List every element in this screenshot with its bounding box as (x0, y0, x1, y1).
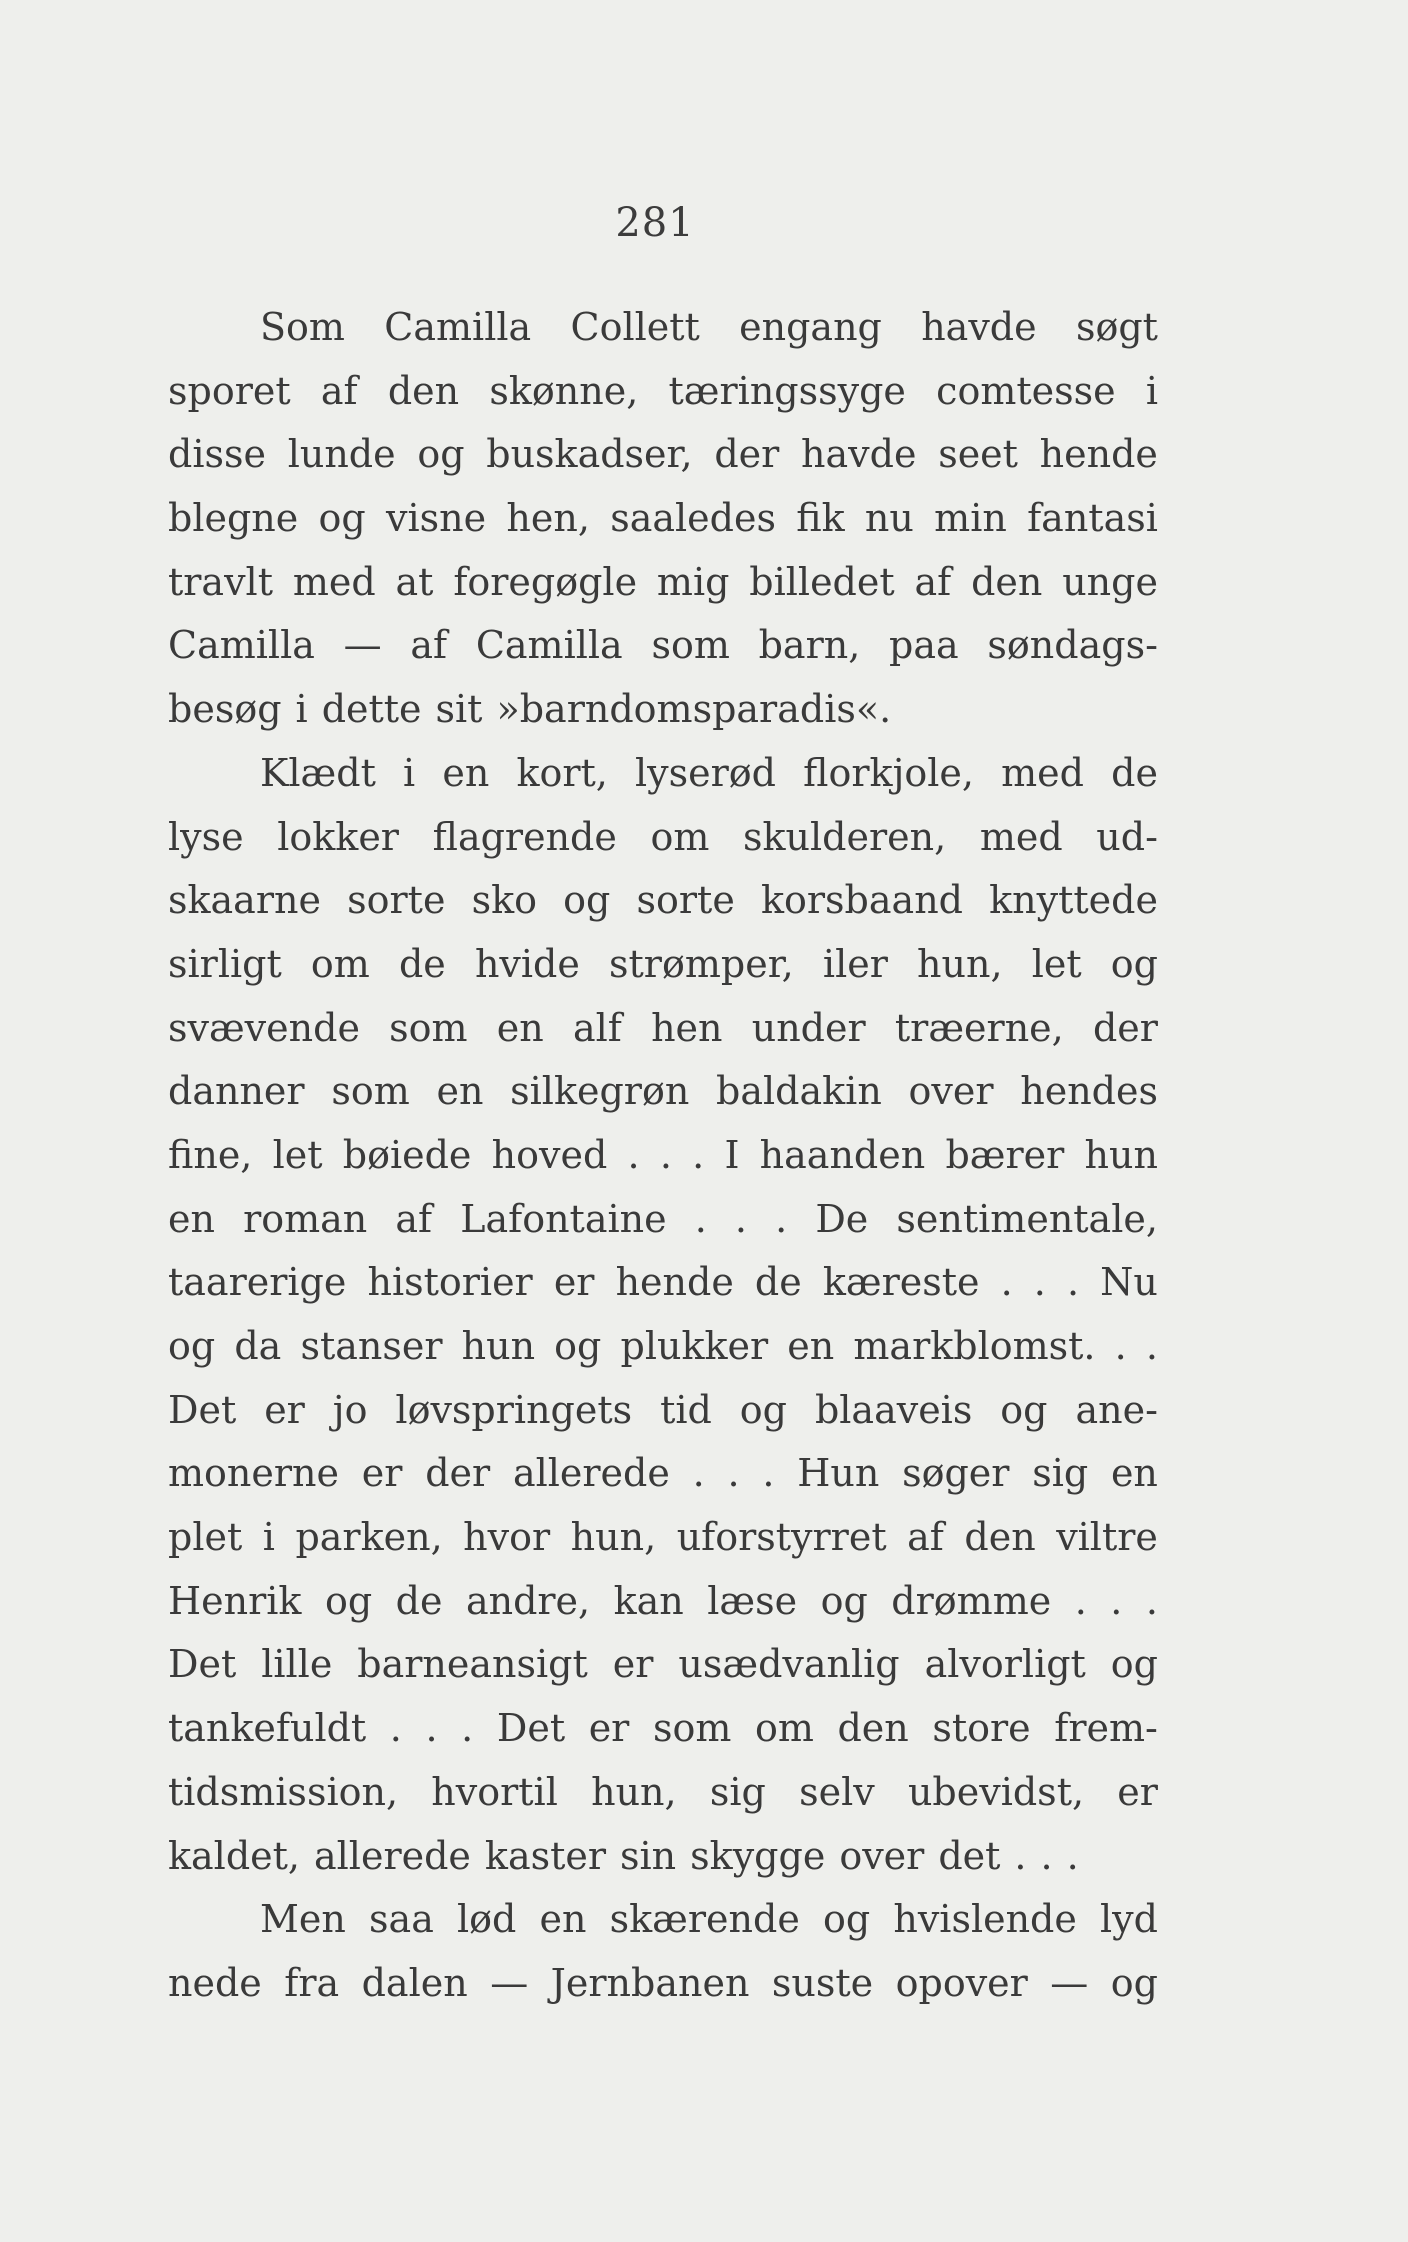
word: . (1033, 1260, 1046, 1305)
word: træerne, (894, 1005, 1064, 1050)
word: drømme (891, 1578, 1052, 1623)
word: tidsmission, (168, 1769, 399, 1814)
word: plet (168, 1515, 243, 1560)
text-line (168, 296, 1158, 360)
word: de (1111, 750, 1158, 795)
word: og (739, 1387, 787, 1432)
word: af (914, 559, 952, 604)
word: allerede (314, 1833, 471, 1878)
word: der (425, 1451, 491, 1496)
word: hendes (1020, 1069, 1158, 1114)
word: ubevidst, (907, 1769, 1085, 1814)
word: læse (707, 1578, 798, 1623)
word: stanser (300, 1324, 443, 1368)
word: er (361, 1451, 403, 1496)
word: over (839, 1833, 925, 1878)
word: strømper, (609, 941, 794, 986)
word: parken, (295, 1515, 443, 1560)
text-line (168, 678, 1158, 742)
text-line (168, 1315, 1158, 1379)
word: de (754, 1260, 802, 1305)
word: en (539, 1897, 587, 1942)
word: fik (796, 496, 845, 541)
word: der (714, 432, 780, 477)
word: hvor (463, 1515, 551, 1560)
word: barn, (758, 623, 861, 668)
word: og (318, 496, 366, 541)
word: en (436, 1069, 484, 1114)
word: fra (284, 1960, 340, 2005)
word: som (651, 623, 730, 668)
word: er (612, 1642, 654, 1687)
word: er (553, 1260, 595, 1305)
word: mig (656, 559, 730, 604)
word: Collett (570, 305, 700, 349)
word: sig (1032, 1451, 1089, 1496)
word: . (1014, 1833, 1027, 1878)
word: som (389, 1005, 468, 1050)
word: . (1000, 1260, 1013, 1305)
word: . (692, 1132, 705, 1177)
word: sorte (636, 878, 735, 923)
text-line (168, 1124, 1158, 1188)
word: som (652, 1706, 732, 1751)
word: lyse (168, 814, 244, 859)
word: Jernbanen (550, 1960, 750, 2005)
word: Camilla (475, 623, 623, 668)
word: . (692, 1451, 705, 1496)
text-line (168, 1442, 1158, 1506)
word: selv (799, 1769, 875, 1814)
word: engang (739, 305, 882, 349)
word: Det (168, 1387, 237, 1432)
word: seet (938, 432, 1018, 477)
word: billedet (749, 559, 895, 604)
word: fine, (168, 1132, 253, 1177)
word: Camilla (168, 623, 315, 668)
word: i (262, 1515, 275, 1560)
word: — (343, 623, 382, 668)
word: den (971, 559, 1043, 604)
text-line (168, 614, 1158, 678)
word: . (727, 1451, 740, 1496)
word: er (588, 1706, 630, 1751)
word: baldakin (716, 1069, 882, 1114)
word: silkegrøn (510, 1069, 690, 1114)
word: suste (771, 1960, 874, 2005)
word: med (1001, 750, 1084, 795)
word: let (272, 1132, 323, 1177)
word: . (627, 1132, 640, 1177)
word: . (461, 1706, 474, 1751)
word: . (659, 1132, 672, 1177)
word: med (292, 559, 376, 604)
word: sirligt (168, 941, 282, 986)
word: roman (243, 1196, 368, 1241)
text-line (168, 1825, 1158, 1889)
word: en (1110, 1451, 1158, 1496)
word: at (395, 559, 434, 604)
word: hun, (570, 1515, 657, 1560)
text-line (168, 487, 1158, 551)
word: og (820, 1578, 868, 1623)
word: historier (367, 1260, 533, 1305)
word: Det (496, 1706, 566, 1751)
word: Det (168, 1642, 237, 1687)
word: iler (822, 941, 888, 986)
word: om (310, 941, 370, 986)
word: hvortil (431, 1769, 558, 1814)
word: frem- (1054, 1706, 1158, 1751)
word: havde (801, 432, 917, 477)
text-line (168, 1570, 1158, 1634)
word: af (410, 623, 448, 668)
word: hende (615, 1260, 734, 1305)
word: kæreste (822, 1260, 980, 1305)
text-line (168, 1697, 1158, 1761)
word: andre, (465, 1578, 591, 1623)
word: sig (709, 1769, 766, 1814)
word: hun, (591, 1769, 677, 1814)
text-line (168, 806, 1158, 870)
word: — (1050, 1960, 1089, 2005)
word: søndags- (987, 623, 1158, 668)
word: . (734, 1196, 748, 1241)
word: løvspringets (395, 1387, 633, 1432)
word: under (751, 1005, 866, 1050)
word: som (331, 1069, 410, 1114)
word: Lafontaine (460, 1196, 667, 1241)
word: buskadser, (486, 432, 693, 477)
word: saa (369, 1897, 434, 1942)
word: lyserød (635, 750, 777, 795)
word: sporet (168, 368, 291, 413)
word: og (1110, 1960, 1158, 2005)
word: . (425, 1706, 438, 1751)
word: skærende (609, 1897, 800, 1942)
word: skaarne (168, 878, 321, 923)
word: let (1031, 941, 1082, 986)
word: . (1114, 1324, 1127, 1368)
word: De (815, 1196, 869, 1241)
word: en (496, 1005, 544, 1050)
word: jo (332, 1387, 368, 1432)
word: sorte (347, 878, 446, 923)
word: havde (921, 305, 1037, 349)
word: tæringssyge (668, 368, 906, 413)
word: uforstyrret (676, 1515, 887, 1560)
word: bærer (945, 1132, 1065, 1177)
word: den (837, 1706, 909, 1751)
word: knyttede (989, 878, 1158, 923)
word: hun, (917, 941, 1003, 986)
word: blaaveis (814, 1387, 973, 1432)
word: haanden (759, 1132, 926, 1177)
word: skønne, (489, 368, 639, 413)
word: . (1145, 1578, 1158, 1623)
word: søger (902, 1451, 1010, 1496)
text-line (168, 423, 1158, 487)
word: og (1000, 1387, 1048, 1432)
word: alvorligt (924, 1642, 1086, 1687)
text-line (168, 1506, 1158, 1570)
word: . (1110, 1578, 1123, 1623)
word: i (403, 750, 416, 795)
word: — (490, 1960, 529, 2005)
word: og (554, 1324, 602, 1368)
word: tid (660, 1387, 712, 1432)
word: fantasi (1027, 496, 1158, 541)
word: Henrik (168, 1578, 302, 1623)
word: foregøgle (453, 559, 638, 604)
word: travlt (168, 559, 273, 604)
word: monerne (168, 1451, 339, 1496)
word: florkjole, (803, 750, 974, 795)
word: og (417, 432, 465, 477)
word: i (1145, 368, 1158, 413)
word: barneansigt (357, 1642, 588, 1687)
text-line (168, 1060, 1158, 1124)
word: ane- (1075, 1387, 1158, 1432)
text-line (168, 1379, 1158, 1443)
word: hoved (491, 1132, 608, 1177)
text-line (168, 933, 1158, 997)
word: paa (889, 623, 959, 668)
word: flagrende (432, 814, 617, 859)
word: nede (168, 1960, 262, 2005)
word: kaldet, (168, 1833, 300, 1878)
word: og (822, 1897, 871, 1942)
word: lød (457, 1897, 517, 1942)
word: der (1092, 1005, 1158, 1050)
word: kaster (484, 1833, 607, 1878)
word: Hun (797, 1451, 880, 1496)
word: og (1110, 1642, 1158, 1687)
word: . (1074, 1578, 1087, 1623)
word: hen, (506, 496, 590, 541)
word: viltre (1056, 1515, 1158, 1560)
word: . (775, 1196, 788, 1241)
page-number: 281 (615, 200, 695, 246)
word: de (395, 1578, 443, 1623)
word: med (979, 814, 1063, 859)
word: Som (260, 305, 345, 349)
word: visne (386, 496, 487, 541)
body-text (168, 296, 1158, 2016)
word: og (168, 1324, 216, 1368)
word: disse (168, 432, 266, 477)
word: sko (471, 878, 537, 923)
word: hvide (474, 941, 580, 986)
word: ud- (1096, 814, 1158, 859)
word: store (932, 1706, 1031, 1751)
word: lunde (287, 432, 396, 477)
word: det (938, 1833, 1001, 1878)
text-line (168, 1761, 1158, 1825)
word: af (320, 368, 358, 413)
word: unge (1062, 559, 1158, 604)
word: Nu (1100, 1260, 1158, 1305)
word: og (324, 1578, 373, 1623)
word: en (168, 1196, 215, 1241)
word: dalen (361, 1960, 468, 2005)
word: . (389, 1706, 402, 1751)
word: opover (895, 1960, 1028, 2005)
word: min (934, 496, 1007, 541)
word: . (694, 1196, 707, 1241)
word: skygge (690, 1833, 826, 1878)
word: danner (168, 1069, 305, 1114)
word: af (907, 1515, 944, 1560)
text-line (168, 1952, 1158, 2016)
word: »barndomsparadis«. (496, 687, 892, 732)
word: hende (1039, 432, 1158, 477)
text-line (168, 1888, 1158, 1952)
text-line (168, 1188, 1158, 1252)
word: allerede (512, 1451, 670, 1496)
word: om (650, 814, 710, 859)
word: og (1110, 941, 1158, 986)
word: lyd (1100, 1897, 1158, 1942)
text-line (168, 997, 1158, 1061)
word: saaledes (610, 496, 776, 541)
word: hun (1084, 1132, 1158, 1177)
text-line (168, 360, 1158, 424)
word: usædvanlig (678, 1642, 900, 1687)
word: er (1117, 1769, 1158, 1814)
word: . (1040, 1833, 1053, 1878)
word: og (563, 878, 611, 923)
word: om (754, 1706, 814, 1751)
word: lille (261, 1642, 333, 1687)
text-line (168, 1633, 1158, 1697)
text-line (168, 742, 1158, 806)
word: Camilla (384, 305, 532, 349)
word: en (787, 1324, 835, 1368)
word: besøg (168, 687, 282, 732)
word: hen (651, 1005, 723, 1050)
word: over (908, 1069, 994, 1114)
text-line (168, 1251, 1158, 1315)
word: skulderen, (743, 814, 947, 859)
word: taarerige (168, 1260, 347, 1305)
word: I (724, 1132, 740, 1177)
word: søgt (1075, 305, 1158, 349)
word: i (295, 687, 308, 732)
word: er (264, 1387, 305, 1432)
word: dette (321, 687, 422, 732)
word: korsbaand (760, 878, 963, 923)
word: kan (613, 1578, 684, 1623)
word: kort, (516, 750, 608, 795)
word: markblomst. (853, 1324, 1096, 1368)
word: bøiede (342, 1132, 472, 1177)
word: comtesse (936, 368, 1116, 413)
word: . (762, 1451, 775, 1496)
word: da (234, 1324, 282, 1368)
word: den (387, 368, 460, 413)
word: den (964, 1515, 1036, 1560)
text-line (168, 551, 1158, 615)
word: . (1066, 1833, 1079, 1878)
word: nu (864, 496, 914, 541)
text-line (168, 869, 1158, 933)
word: en (442, 750, 490, 795)
word: hun (461, 1324, 536, 1368)
word: de (398, 941, 446, 986)
word: . (1145, 1324, 1158, 1368)
word: Men (260, 1897, 346, 1942)
word: Klædt (260, 750, 376, 795)
word: . (1066, 1260, 1080, 1305)
word: lokker (277, 814, 399, 859)
word: af (395, 1196, 433, 1241)
word: sin (620, 1833, 677, 1878)
word: blegne (168, 496, 299, 541)
word: plukker (620, 1324, 769, 1368)
word: svævende (168, 1005, 360, 1050)
word: alf (572, 1005, 622, 1050)
word: sentimentale, (896, 1196, 1158, 1241)
word: tankefuldt (168, 1706, 367, 1751)
word: hvislende (893, 1897, 1077, 1942)
word: sit (435, 687, 483, 732)
